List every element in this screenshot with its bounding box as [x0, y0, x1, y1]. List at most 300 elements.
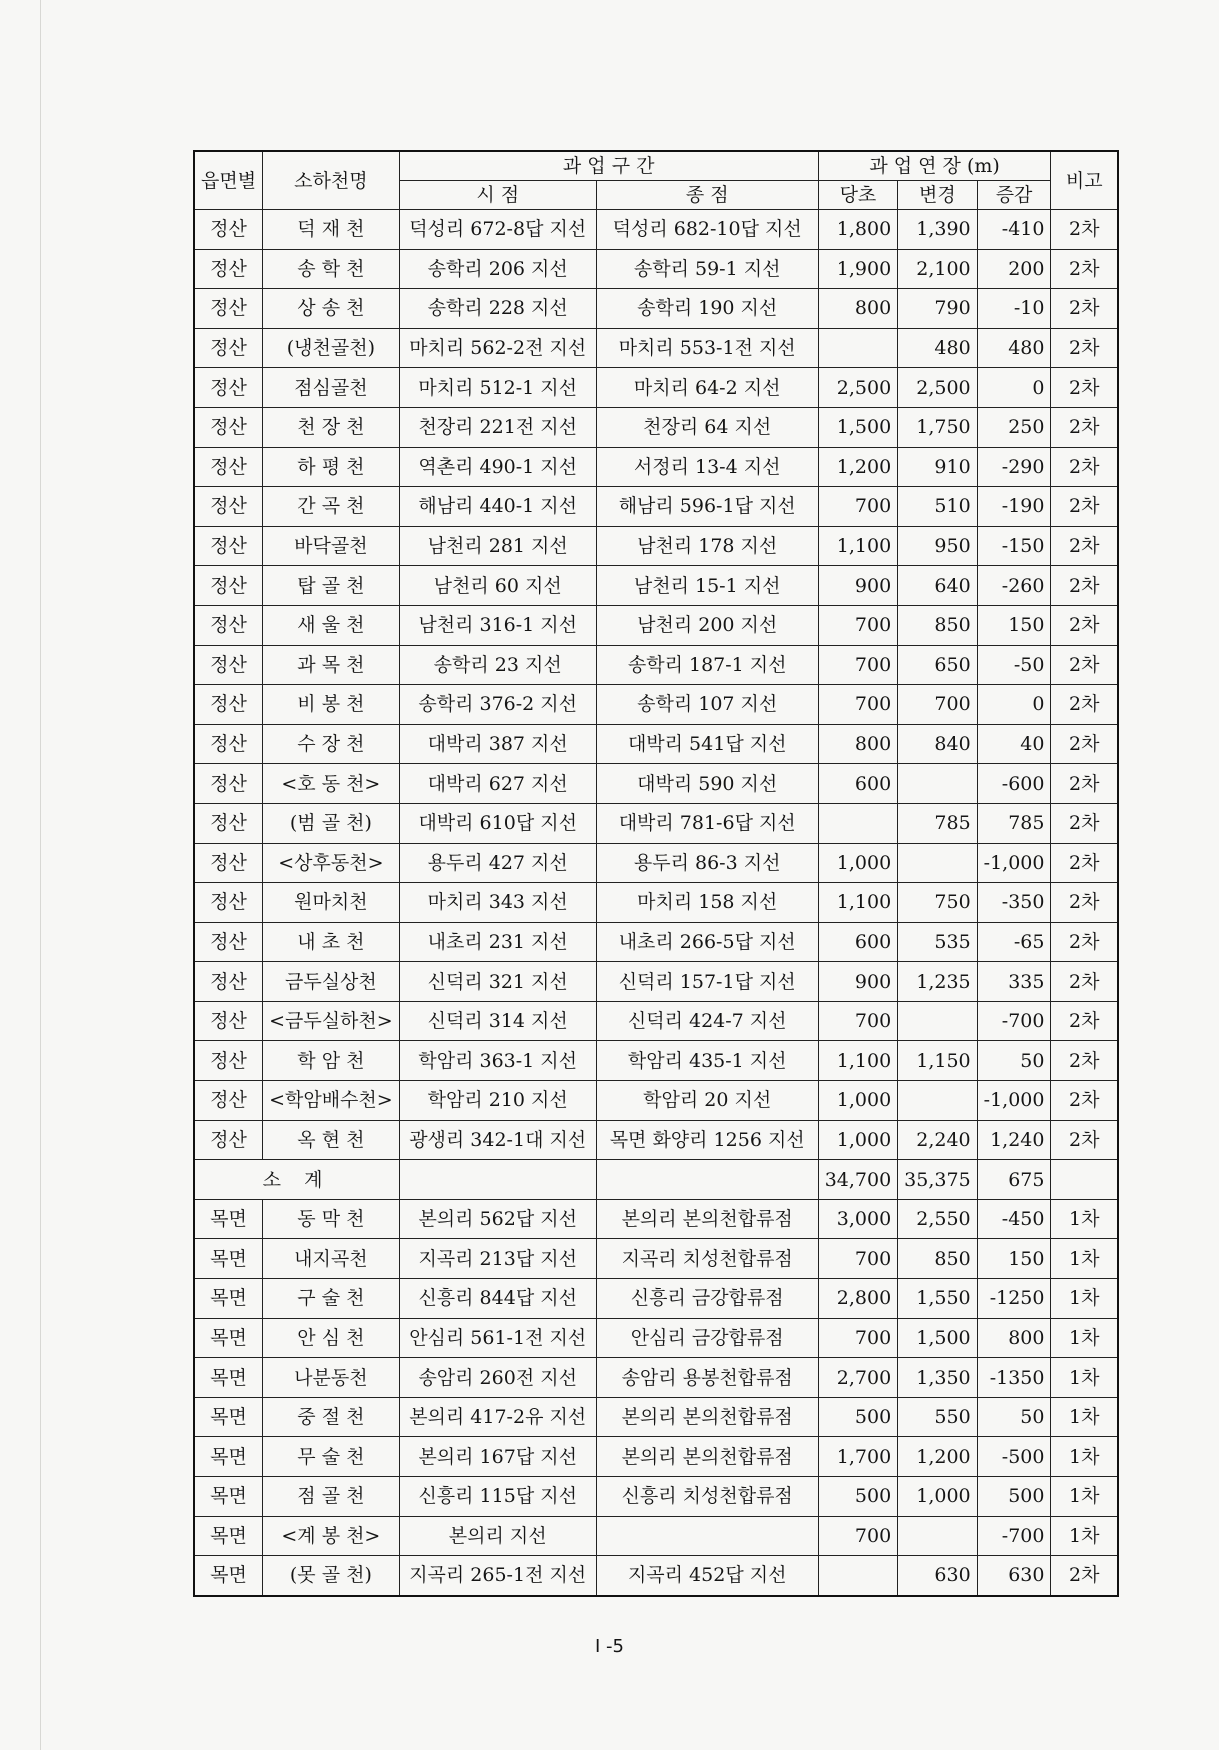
end-point-cell: 지곡리 치성천합류점 — [596, 1239, 818, 1279]
changed-length-cell: 630 — [898, 1556, 977, 1596]
note-cell: 1차 — [1051, 1358, 1118, 1398]
stream-name-cell: 간 곡 천 — [263, 487, 400, 527]
start-point-cell: 남천리 60 지선 — [399, 566, 596, 606]
end-point-cell: 본의리 본의천합류점 — [596, 1437, 818, 1477]
stream-name-cell: 수 장 천 — [263, 724, 400, 764]
stream-name-cell: 옥 현 천 — [263, 1120, 400, 1160]
difference-cell: 0 — [977, 685, 1051, 725]
header-stream-name: 소하천명 — [263, 151, 400, 210]
original-length-cell: 700 — [818, 1318, 897, 1358]
end-point-cell: 송암리 용봉천합류점 — [596, 1358, 818, 1398]
original-length-cell: 1,100 — [818, 883, 897, 923]
note-cell: 1차 — [1051, 1516, 1118, 1556]
header-work-section: 과 업 구 간 — [399, 151, 818, 181]
original-length-cell: 700 — [818, 685, 897, 725]
header-region: 읍면별 — [194, 151, 263, 210]
note-cell: 2차 — [1051, 447, 1118, 487]
end-point-cell: 덕성리 682-10답 지선 — [596, 210, 818, 250]
stream-name-cell: 학 암 천 — [263, 1041, 400, 1081]
stream-name-cell: 금두실상천 — [263, 962, 400, 1002]
end-point-cell: 목면 화양리 1256 지선 — [596, 1120, 818, 1160]
start-point-cell: 마치리 512-1 지선 — [399, 368, 596, 408]
start-point-cell: 본의리 167답 지선 — [399, 1437, 596, 1477]
changed-length-cell: 840 — [898, 724, 977, 764]
table-row — [194, 249, 1118, 289]
changed-length-cell — [898, 1001, 977, 1041]
table-row — [194, 1318, 1118, 1358]
note-cell — [1051, 1160, 1118, 1200]
table-row — [194, 1397, 1118, 1437]
end-point-cell: 대박리 541답 지선 — [596, 724, 818, 764]
changed-length-cell: 640 — [898, 566, 977, 606]
end-point-cell: 신덕리 424-7 지선 — [596, 1001, 818, 1041]
difference-cell: -700 — [977, 1001, 1051, 1041]
region-cell: 정산 — [194, 605, 263, 645]
changed-length-cell: 2,240 — [898, 1120, 977, 1160]
region-cell: 정산 — [194, 764, 263, 804]
end-point-cell: 송학리 190 지선 — [596, 289, 818, 329]
original-length-cell: 700 — [818, 1001, 897, 1041]
end-point-cell: 송학리 107 지선 — [596, 685, 818, 725]
changed-length-cell: 1,550 — [898, 1279, 977, 1319]
table-row — [194, 328, 1118, 368]
region-cell: 목면 — [194, 1477, 263, 1517]
changed-length-cell: 510 — [898, 487, 977, 527]
header-changed: 변경 — [898, 181, 977, 210]
subtotal-label: 소 계 — [194, 1160, 399, 1200]
start-point-cell: 내초리 231 지선 — [399, 922, 596, 962]
region-cell: 정산 — [194, 447, 263, 487]
difference-cell: 200 — [977, 249, 1051, 289]
end-point-cell: 마치리 158 지선 — [596, 883, 818, 923]
difference-cell: 675 — [977, 1160, 1051, 1200]
end-point-cell: 용두리 86-3 지선 — [596, 843, 818, 883]
changed-length-cell: 850 — [898, 605, 977, 645]
start-point-cell: 신흥리 844답 지선 — [399, 1279, 596, 1319]
original-length-cell: 1,500 — [818, 407, 897, 447]
difference-cell: 630 — [977, 1556, 1051, 1596]
difference-cell: 0 — [977, 368, 1051, 408]
stream-name-cell: 내지곡천 — [263, 1239, 400, 1279]
stream-name-cell: 원마치천 — [263, 883, 400, 923]
original-length-cell: 1,100 — [818, 526, 897, 566]
table-row — [194, 1001, 1118, 1041]
table-row — [194, 368, 1118, 408]
note-cell: 2차 — [1051, 1041, 1118, 1081]
note-cell: 2차 — [1051, 883, 1118, 923]
table-row — [194, 1477, 1118, 1517]
end-point-cell: 송학리 187-1 지선 — [596, 645, 818, 685]
stream-name-cell: 상 송 천 — [263, 289, 400, 329]
changed-length-cell — [898, 1081, 977, 1121]
difference-cell: -190 — [977, 487, 1051, 527]
original-length-cell: 2,500 — [818, 368, 897, 408]
start-point-cell: 송암리 260전 지선 — [399, 1358, 596, 1398]
changed-length-cell: 1,235 — [898, 962, 977, 1002]
region-cell: 정산 — [194, 843, 263, 883]
region-cell: 목면 — [194, 1437, 263, 1477]
region-cell: 목면 — [194, 1239, 263, 1279]
start-point-cell: 송학리 376-2 지선 — [399, 685, 596, 725]
note-cell: 2차 — [1051, 210, 1118, 250]
start-point-cell: 지곡리 213답 지선 — [399, 1239, 596, 1279]
start-point-cell: 대박리 610답 지선 — [399, 803, 596, 843]
stream-name-cell: 비 봉 천 — [263, 685, 400, 725]
start-point-cell: 대박리 387 지선 — [399, 724, 596, 764]
difference-cell: 785 — [977, 803, 1051, 843]
stream-name-cell: 무 술 천 — [263, 1437, 400, 1477]
note-cell: 2차 — [1051, 724, 1118, 764]
original-length-cell: 1,100 — [818, 1041, 897, 1081]
original-length-cell — [818, 1556, 897, 1596]
region-cell: 정산 — [194, 962, 263, 1002]
note-cell: 2차 — [1051, 1556, 1118, 1596]
difference-cell: -1350 — [977, 1358, 1051, 1398]
start-point-cell: 역촌리 490-1 지선 — [399, 447, 596, 487]
difference-cell: -350 — [977, 883, 1051, 923]
header-difference: 증감 — [977, 181, 1051, 210]
start-point-cell: 학암리 363-1 지선 — [399, 1041, 596, 1081]
note-cell: 2차 — [1051, 487, 1118, 527]
end-point-cell: 서정리 13-4 지선 — [596, 447, 818, 487]
end-point-cell: 내초리 266-5답 지선 — [596, 922, 818, 962]
region-cell: 정산 — [194, 566, 263, 606]
table-row — [194, 1081, 1118, 1121]
region-cell: 정산 — [194, 645, 263, 685]
original-length-cell: 1,000 — [818, 1081, 897, 1121]
difference-cell: 480 — [977, 328, 1051, 368]
changed-length-cell: 850 — [898, 1239, 977, 1279]
table-row — [194, 1556, 1118, 1596]
note-cell: 1차 — [1051, 1477, 1118, 1517]
end-point-cell: 해남리 596-1답 지선 — [596, 487, 818, 527]
original-length-cell: 900 — [818, 566, 897, 606]
stream-name-cell: 바닥골천 — [263, 526, 400, 566]
note-cell: 2차 — [1051, 962, 1118, 1002]
stream-name-cell: <상후동천> — [263, 843, 400, 883]
note-cell: 2차 — [1051, 764, 1118, 804]
start-point-cell: 학암리 210 지선 — [399, 1081, 596, 1121]
start-point-cell: 지곡리 265-1전 지선 — [399, 1556, 596, 1596]
difference-cell: -410 — [977, 210, 1051, 250]
stream-name-cell: 탑 골 천 — [263, 566, 400, 606]
original-length-cell: 500 — [818, 1477, 897, 1517]
changed-length-cell: 750 — [898, 883, 977, 923]
changed-length-cell: 2,550 — [898, 1199, 977, 1239]
changed-length-cell: 1,150 — [898, 1041, 977, 1081]
stream-name-cell: 중 절 천 — [263, 1397, 400, 1437]
difference-cell: 500 — [977, 1477, 1051, 1517]
original-length-cell: 1,200 — [818, 447, 897, 487]
header-end-point: 종 점 — [596, 181, 818, 210]
region-cell: 목면 — [194, 1318, 263, 1358]
difference-cell: -700 — [977, 1516, 1051, 1556]
end-point-cell: 본의리 본의천합류점 — [596, 1397, 818, 1437]
end-point-cell: 본의리 본의천합류점 — [596, 1199, 818, 1239]
stream-name-cell: 동 막 천 — [263, 1199, 400, 1239]
note-cell: 2차 — [1051, 685, 1118, 725]
original-length-cell: 700 — [818, 487, 897, 527]
stream-name-cell: 하 평 천 — [263, 447, 400, 487]
stream-name-cell: 송 학 천 — [263, 249, 400, 289]
note-cell: 2차 — [1051, 249, 1118, 289]
difference-cell: 150 — [977, 605, 1051, 645]
end-point-cell: 마치리 553-1전 지선 — [596, 328, 818, 368]
difference-cell: -500 — [977, 1437, 1051, 1477]
changed-length-cell: 950 — [898, 526, 977, 566]
difference-cell: -150 — [977, 526, 1051, 566]
start-point-cell: 남천리 316-1 지선 — [399, 605, 596, 645]
original-length-cell: 600 — [818, 922, 897, 962]
note-cell: 2차 — [1051, 368, 1118, 408]
table-body — [194, 210, 1118, 1596]
region-cell: 정산 — [194, 328, 263, 368]
difference-cell: 50 — [977, 1397, 1051, 1437]
table-row — [194, 1041, 1118, 1081]
start-point-cell: 본의리 지선 — [399, 1516, 596, 1556]
region-cell: 정산 — [194, 407, 263, 447]
note-cell: 2차 — [1051, 922, 1118, 962]
table-row — [194, 685, 1118, 725]
original-length-cell: 600 — [818, 764, 897, 804]
region-cell: 정산 — [194, 1001, 263, 1041]
end-point-cell: 지곡리 452답 지선 — [596, 1556, 818, 1596]
changed-length-cell: 910 — [898, 447, 977, 487]
table-row — [194, 447, 1118, 487]
start-point-cell: 용두리 427 지선 — [399, 843, 596, 883]
difference-cell: -1250 — [977, 1279, 1051, 1319]
changed-length-cell: 1,350 — [898, 1358, 977, 1398]
original-length-cell: 700 — [818, 1516, 897, 1556]
stream-name-cell: (냉천골천) — [263, 328, 400, 368]
note-cell: 2차 — [1051, 1001, 1118, 1041]
note-cell: 2차 — [1051, 407, 1118, 447]
table-row — [194, 843, 1118, 883]
stream-name-cell: (못 골 천) — [263, 1556, 400, 1596]
start-point-cell: 송학리 228 지선 — [399, 289, 596, 329]
page-number: I -5 — [595, 1636, 624, 1657]
end-point-cell: 대박리 590 지선 — [596, 764, 818, 804]
original-length-cell: 500 — [818, 1397, 897, 1437]
original-length-cell: 700 — [818, 1239, 897, 1279]
region-cell: 정산 — [194, 368, 263, 408]
start-point-cell: 송학리 206 지선 — [399, 249, 596, 289]
original-length-cell: 1,000 — [818, 1120, 897, 1160]
table-row — [194, 645, 1118, 685]
original-length-cell: 1,900 — [818, 249, 897, 289]
original-length-cell: 3,000 — [818, 1199, 897, 1239]
header-original: 당초 — [818, 181, 897, 210]
note-cell: 2차 — [1051, 843, 1118, 883]
original-length-cell: 2,800 — [818, 1279, 897, 1319]
stream-name-cell: <금두실하천> — [263, 1001, 400, 1041]
difference-cell: -10 — [977, 289, 1051, 329]
original-length-cell: 900 — [818, 962, 897, 1002]
original-length-cell: 700 — [818, 605, 897, 645]
region-cell: 정산 — [194, 487, 263, 527]
changed-length-cell: 480 — [898, 328, 977, 368]
difference-cell: -1,000 — [977, 1081, 1051, 1121]
end-point-cell: 학암리 20 지선 — [596, 1081, 818, 1121]
header-start-point: 시 점 — [399, 181, 596, 210]
changed-length-cell: 1,500 — [898, 1318, 977, 1358]
stream-name-cell: 나분동천 — [263, 1358, 400, 1398]
note-cell: 2차 — [1051, 289, 1118, 329]
changed-length-cell — [898, 843, 977, 883]
table-row — [194, 407, 1118, 447]
difference-cell: -65 — [977, 922, 1051, 962]
stream-name-cell: 새 울 천 — [263, 605, 400, 645]
region-cell: 목면 — [194, 1279, 263, 1319]
table-row — [194, 487, 1118, 527]
table-row — [194, 289, 1118, 329]
original-length-cell: 800 — [818, 724, 897, 764]
table-row — [194, 1516, 1118, 1556]
stream-name-cell: 구 술 천 — [263, 1279, 400, 1319]
table-row — [194, 1279, 1118, 1319]
changed-length-cell: 35,375 — [898, 1160, 977, 1200]
table-row — [194, 883, 1118, 923]
table-row — [194, 566, 1118, 606]
end-point-cell: 마치리 64-2 지선 — [596, 368, 818, 408]
start-point-cell — [399, 1160, 596, 1200]
header-work-length: 과 업 연 장 (m) — [818, 151, 1051, 181]
difference-cell: 800 — [977, 1318, 1051, 1358]
region-cell: 정산 — [194, 685, 263, 725]
note-cell: 1차 — [1051, 1239, 1118, 1279]
table-row — [194, 605, 1118, 645]
note-cell: 2차 — [1051, 605, 1118, 645]
note-cell: 2차 — [1051, 1081, 1118, 1121]
stream-name-cell: 내 초 천 — [263, 922, 400, 962]
region-cell: 목면 — [194, 1397, 263, 1437]
stream-name-cell: <학암배수천> — [263, 1081, 400, 1121]
difference-cell: 335 — [977, 962, 1051, 1002]
end-point-cell: 신흥리 치성천합류점 — [596, 1477, 818, 1517]
stream-name-cell: 천 장 천 — [263, 407, 400, 447]
changed-length-cell: 1,750 — [898, 407, 977, 447]
start-point-cell: 마치리 343 지선 — [399, 883, 596, 923]
table-row — [194, 210, 1118, 250]
subtotal-row — [194, 1160, 1118, 1200]
note-cell: 2차 — [1051, 803, 1118, 843]
end-point-cell: 남천리 178 지선 — [596, 526, 818, 566]
original-length-cell: 2,700 — [818, 1358, 897, 1398]
table-row — [194, 1358, 1118, 1398]
difference-cell: -600 — [977, 764, 1051, 804]
note-cell: 1차 — [1051, 1397, 1118, 1437]
start-point-cell: 마치리 562-2전 지선 — [399, 328, 596, 368]
difference-cell: -450 — [977, 1199, 1051, 1239]
stream-name-cell: (범 골 천) — [263, 803, 400, 843]
end-point-cell: 신흥리 금강합류점 — [596, 1279, 818, 1319]
region-cell: 정산 — [194, 210, 263, 250]
original-length-cell: 800 — [818, 289, 897, 329]
table-row — [194, 1120, 1118, 1160]
difference-cell: 40 — [977, 724, 1051, 764]
start-point-cell: 남천리 281 지선 — [399, 526, 596, 566]
region-cell: 정산 — [194, 526, 263, 566]
region-cell: 목면 — [194, 1516, 263, 1556]
end-point-cell: 천장리 64 지선 — [596, 407, 818, 447]
header-note: 비고 — [1051, 151, 1118, 210]
original-length-cell: 1,700 — [818, 1437, 897, 1477]
table-row — [194, 803, 1118, 843]
start-point-cell: 본의리 562답 지선 — [399, 1199, 596, 1239]
difference-cell: -50 — [977, 645, 1051, 685]
end-point-cell: 남천리 200 지선 — [596, 605, 818, 645]
table-row — [194, 764, 1118, 804]
table-row — [194, 526, 1118, 566]
note-cell: 2차 — [1051, 1120, 1118, 1160]
region-cell: 목면 — [194, 1556, 263, 1596]
end-point-cell — [596, 1160, 818, 1200]
region-cell: 정산 — [194, 922, 263, 962]
table-row — [194, 1239, 1118, 1279]
difference-cell: 1,240 — [977, 1120, 1051, 1160]
note-cell: 2차 — [1051, 526, 1118, 566]
difference-cell: 50 — [977, 1041, 1051, 1081]
difference-cell: -260 — [977, 566, 1051, 606]
region-cell: 목면 — [194, 1199, 263, 1239]
changed-length-cell: 1,390 — [898, 210, 977, 250]
end-point-cell: 남천리 15-1 지선 — [596, 566, 818, 606]
start-point-cell: 천장리 221전 지선 — [399, 407, 596, 447]
start-point-cell: 신흥리 115답 지선 — [399, 1477, 596, 1517]
end-point-cell — [596, 1516, 818, 1556]
changed-length-cell: 2,100 — [898, 249, 977, 289]
difference-cell: 150 — [977, 1239, 1051, 1279]
stream-name-cell: <계 봉 천> — [263, 1516, 400, 1556]
changed-length-cell: 2,500 — [898, 368, 977, 408]
original-length-cell: 1,800 — [818, 210, 897, 250]
region-cell: 목면 — [194, 1358, 263, 1398]
stream-name-cell: 덕 재 천 — [263, 210, 400, 250]
note-cell: 1차 — [1051, 1437, 1118, 1477]
original-length-cell: 1,000 — [818, 843, 897, 883]
region-cell: 정산 — [194, 249, 263, 289]
start-point-cell: 신덕리 321 지선 — [399, 962, 596, 1002]
note-cell: 2차 — [1051, 645, 1118, 685]
region-cell: 정산 — [194, 1081, 263, 1121]
region-cell: 정산 — [194, 883, 263, 923]
changed-length-cell: 785 — [898, 803, 977, 843]
note-cell: 1차 — [1051, 1318, 1118, 1358]
difference-cell: -290 — [977, 447, 1051, 487]
stream-name-cell: <호 동 천> — [263, 764, 400, 804]
start-point-cell: 대박리 627 지선 — [399, 764, 596, 804]
region-cell: 정산 — [194, 724, 263, 764]
region-cell: 정산 — [194, 1041, 263, 1081]
changed-length-cell: 790 — [898, 289, 977, 329]
difference-cell: -1,000 — [977, 843, 1051, 883]
changed-length-cell: 650 — [898, 645, 977, 685]
start-point-cell: 송학리 23 지선 — [399, 645, 596, 685]
region-cell: 정산 — [194, 803, 263, 843]
changed-length-cell — [898, 1516, 977, 1556]
stream-name-cell: 안 심 천 — [263, 1318, 400, 1358]
changed-length-cell: 1,000 — [898, 1477, 977, 1517]
note-cell: 1차 — [1051, 1279, 1118, 1319]
changed-length-cell: 535 — [898, 922, 977, 962]
start-point-cell: 광생리 342-1대 지선 — [399, 1120, 596, 1160]
table-row — [194, 922, 1118, 962]
changed-length-cell — [898, 764, 977, 804]
start-point-cell: 본의리 417-2유 지선 — [399, 1397, 596, 1437]
changed-length-cell: 1,200 — [898, 1437, 977, 1477]
start-point-cell: 신덕리 314 지선 — [399, 1001, 596, 1041]
changed-length-cell: 550 — [898, 1397, 977, 1437]
